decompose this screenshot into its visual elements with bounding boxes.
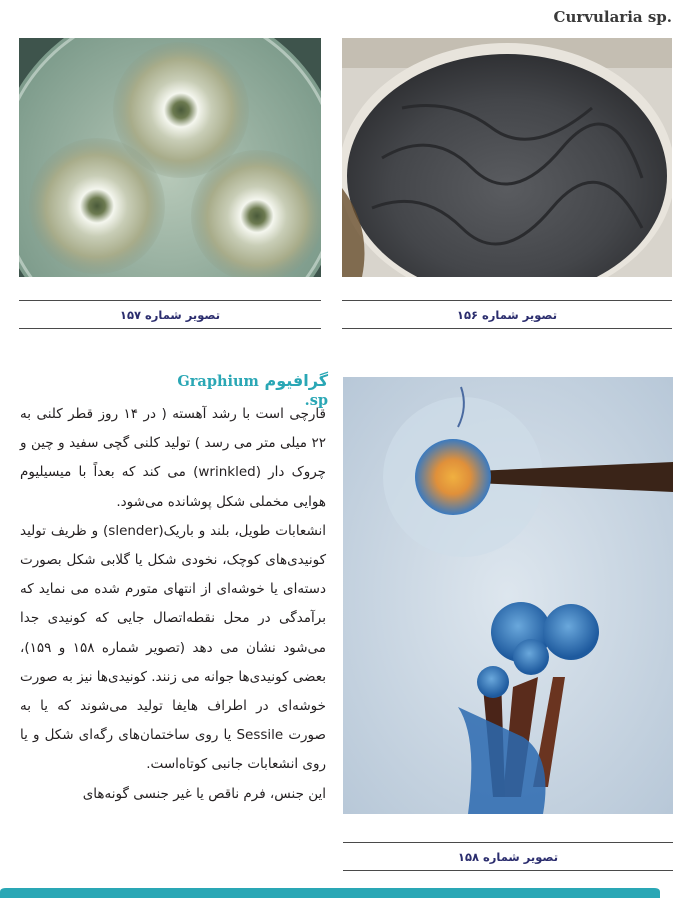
body-text — [20, 400, 326, 809]
section-title-latin: Graphium sp. — [177, 373, 328, 409]
figure-158-caption: تصویر شماره ۱۵۸ — [343, 842, 673, 871]
colony — [29, 138, 165, 274]
section-title-fa: گرافیوم — [264, 371, 328, 390]
conidial-head — [543, 604, 599, 660]
figure-157-photo — [19, 38, 321, 277]
paragraph: این جنس، فرم ناقص یا غیر جنسی گونه‌های — [82, 785, 326, 802]
paragraph: انشعابات طویل، بلند و باریک(slender) و ظریف تولید کونیدی‌های کوچک، نخودی شکل یا گلابی شکل بصورت دسته‌ای یا خوشه‌ای از انتهای متورم شده می نماید که برآمدگی در محل نقطه‌اتصال جایی که کونیدی جدا می‌شود نشان می دهد (تصویر شماره ۱۵۸ و ۱۵۹)، بعضی کونیدی‌ها جوانه می زنند. کونیدی‌ها نیز به صورت خوشه‌ای در اطراف هایفا تولید می‌شوند که یا به صورت Sessile یا روی ساختمان‌های رگه‌ای شکل و یا روی انشعابات جانبی کوتاه‌است. — [19, 522, 326, 773]
figure-156-caption: تصویر شماره ۱۵۶ — [342, 300, 672, 329]
figure-156-photo — [342, 38, 672, 277]
page-corner-decoration — [0, 888, 660, 898]
genus-header: Curvularia sp. — [553, 8, 672, 26]
conidial-head — [415, 439, 491, 515]
conidial-head — [513, 639, 549, 675]
conidial-head — [477, 666, 509, 698]
figure-157-caption: تصویر شماره ۱۵۷ — [19, 300, 321, 329]
figure-158-photo — [343, 377, 673, 814]
paragraph: قارچی است با رشد آهسته ( در ۱۴ روز قطر کلنی به ۲۲ میلی متر می رسد ) تولید کلنی گچی سفید و چین و چروک دار (wrinkled) می کند که بعداً با میسیلیوم هوایی مخملی شکل پوشانده می‌شود. — [20, 406, 327, 510]
